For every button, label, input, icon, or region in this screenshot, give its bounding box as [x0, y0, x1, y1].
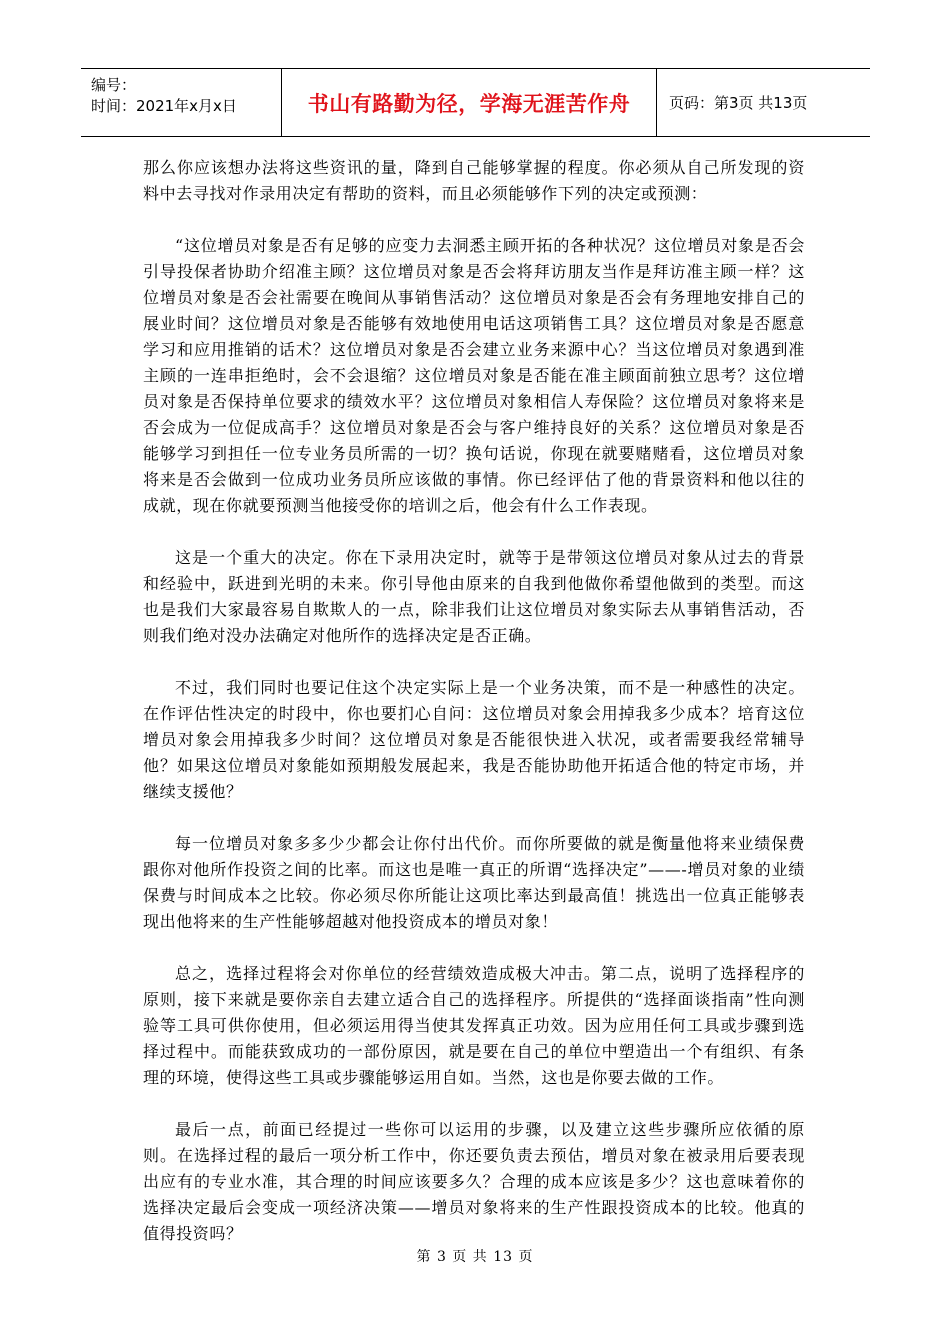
header-meta	[81, 69, 282, 136]
paragraph-5: 每一位增员对象多多少少都会让你付出代价。而你所要做的就是衡量他将来业绩保费跟你对他所作投资之间的比率。而这也是唯一真正的所谓“选择决定”——-增员对象的业绩保费与时间成本之比较。你必须尽你所能让这项比率达到最高值！挑选出一位真正能够表现出他将来的生产性能够超越对他投资成本的增员对象！	[143, 834, 805, 931]
page-footer: 第 3 页 共 13 页	[416, 1249, 534, 1265]
paragraph-6: 总之，选择过程将会对你单位的经营绩效造成极大冲击。第二点，说明了选择程序的原则，接下来就是要你亲自去建立适合自己的选择程序。所提供的“选择面谈指南”性向测验等工具可供你使用，但必须运用得当使其发挥真正功效。因为应用任何工具或步骤到选择过程中。而能获致成功的一部份原因，就是要在自己的单位中塑造出一个有组织、有条理的环境，使得这些工具或步骤能够运用自如。当然，这也是你要去做的工作。	[143, 964, 805, 1087]
header-page-info: 页码：第3页 共13页	[669, 94, 808, 112]
paragraph-3: 这是一个重大的决定。你在下录用决定时，就等于是带领这位增员对象从过去的背景和经验中，跃进到光明的未来。你引导他由原来的自我到他做你希望他做到的类型。而这也是我们大家最容易自欺欺人的一点，除非我们让这位增员对象实际去从事销售活动，否则我们绝对没办法确定对他所作的选择决定是否正确。	[143, 548, 805, 645]
document-header	[81, 68, 870, 137]
header-motto: 书山有路勤为径，学海无涯苦作舟	[282, 69, 657, 136]
paragraph-1: 那么你应该想办法将这些资讯的量，降到自己能够掌握的程度。你必须从自己所发现的资料中去寻找对作录用决定有帮助的资料，而且必须能够作下列的决定或预测：	[143, 158, 805, 203]
paragraph-2: “这位增员对象是否有足够的应变力去洞悉主顾开拓的各种状况？这位增员对象是否会引导投保者协助介绍准主顾？这位增员对象是否会将拜访朋友当作是拜访准主顾一样？这位增员对象是否会社需要在晚间从事销售活动？这位增员对象是否会有务理地安排自己的展业时间？这位增员对象是否能够有效地使用电话这项销售工具？这位增员对象是否愿意学习和应用推销的话术？这位增员对象是否会建立业务来源中心？当这位增员对象遇到准主顾的一连串拒绝时，会不会退缩？这位增员对象是否能在准主顾面前独立思考？这位增员对象是否保持单位要求的绩效水平？这位增员对象相信人寿保险？这位增员对象将来是否会成为一位促成高手？这位增员对象是否会与客户维持良好的关系？这位增员对象是否能够学习到担任一位专业务员所需的一切？换句话说，你现在就要赌赌看，这位增员对象将来是否会做到一位成功业务员所应该做的事情。你已经评估了他的背景资料和他以往的成就，现在你就要预测当他接受你的培训之后，他会有什么工作表现。	[143, 236, 805, 515]
paragraph-7: 最后一点，前面已经提过一些你可以运用的步骤，以及建立这些步骤所应依循的原则。在选择过程的最后一项分析工作中，你还要负责去预估，增员对象在被录用后要表现出应有的专业水准，其合理的时间应该要多久？合理的成本应该是多少？这也意味着你的选择决定最后会变成一项经济决策——增员对象将来的生产性跟投资成本的比较。他真的值得投资吗？	[143, 1120, 805, 1243]
document-body	[143, 155, 805, 1273]
document-number-label: 编号：	[91, 76, 137, 94]
document-date: 时间：2021年x月x日	[91, 97, 237, 115]
paragraph-4: 不过，我们同时也要记住这个决定实际上是一个业务决策，而不是一种感性的决定。在作评估性决定的时段中，你也要扪心自问：这位增员对象会用掉我多少成本？培育这位增员对象会用掉我多少时间？这位增员对象是否能很快进入状况，或者需要我经常辅导他？如果这位增员对象能如预期般发展起来，我是否能协助他开拓适合他的特定市场，并继续支援他？	[143, 678, 805, 801]
